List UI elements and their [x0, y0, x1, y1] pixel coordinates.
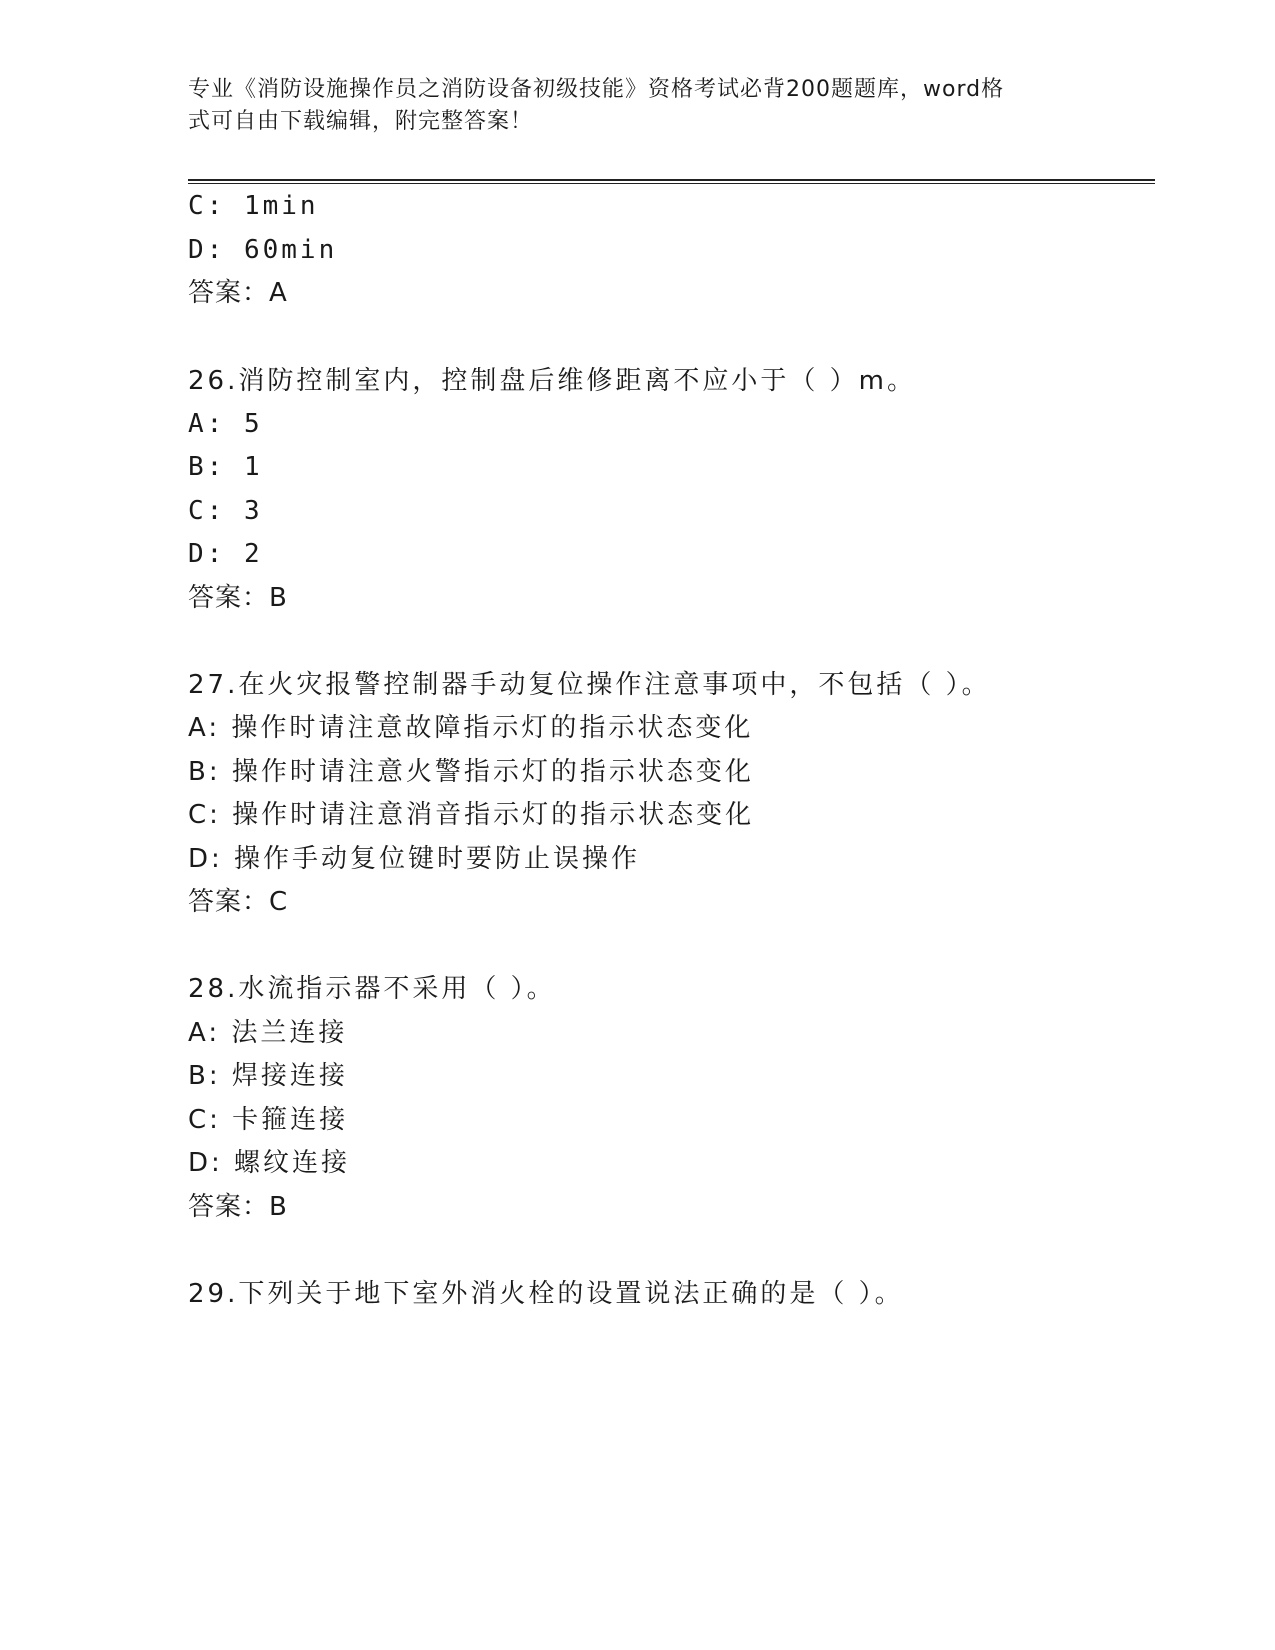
- q26-option-a: A: 5: [188, 409, 263, 439]
- document-header: [188, 74, 1068, 138]
- q28-option-b: B: 焊接连接: [188, 1061, 348, 1091]
- q26-option-b: B: 1: [188, 452, 263, 482]
- q28-option-a: A: 法兰连接: [188, 1018, 348, 1048]
- q27-option-a: A: 操作时请注意故障指示灯的指示状态变化: [188, 713, 754, 743]
- prev-option-d: D: 60min: [188, 235, 338, 265]
- q28-option-c: C: 卡箍连接: [188, 1105, 349, 1135]
- q26-stem: 26.消防控制室内，控制盘后维修距离不应小于（ ）m。: [188, 366, 916, 396]
- q28-answer: 答案：B: [188, 1192, 288, 1222]
- header-divider-thin: [188, 183, 1155, 184]
- header-divider-thick: [188, 179, 1155, 181]
- q26-option-d: D: 2: [188, 539, 263, 569]
- header-title-line2: 式可自由下载编辑，附完整答案！: [188, 109, 534, 134]
- q27-stem: 27.在火灾报警控制器手动复位操作注意事项中，不包括（ ）。: [188, 670, 991, 700]
- prev-option-c: C: 1min: [188, 191, 319, 221]
- q26-answer: 答案：B: [188, 583, 288, 613]
- q27-option-c: C: 操作时请注意消音指示灯的指示状态变化: [188, 800, 755, 830]
- q27-option-d: D: 操作手动复位键时要防止误操作: [188, 844, 641, 874]
- q26-option-c: C: 3: [188, 496, 263, 526]
- prev-answer: 答案：A: [188, 278, 288, 308]
- header-title-line1: 专业《消防设施操作员之消防设备初级技能》资格考试必背200题题库，word格: [188, 77, 1005, 102]
- q27-answer: 答案：C: [188, 887, 289, 917]
- q27-option-b: B: 操作时请注意火警指示灯的指示状态变化: [188, 757, 754, 787]
- q29-stem: 29.下列关于地下室外消火栓的设置说法正确的是（ ）。: [188, 1279, 904, 1309]
- q28-option-d: D: 螺纹连接: [188, 1148, 351, 1178]
- q28-stem: 28.水流指示器不采用（ ）。: [188, 974, 556, 1004]
